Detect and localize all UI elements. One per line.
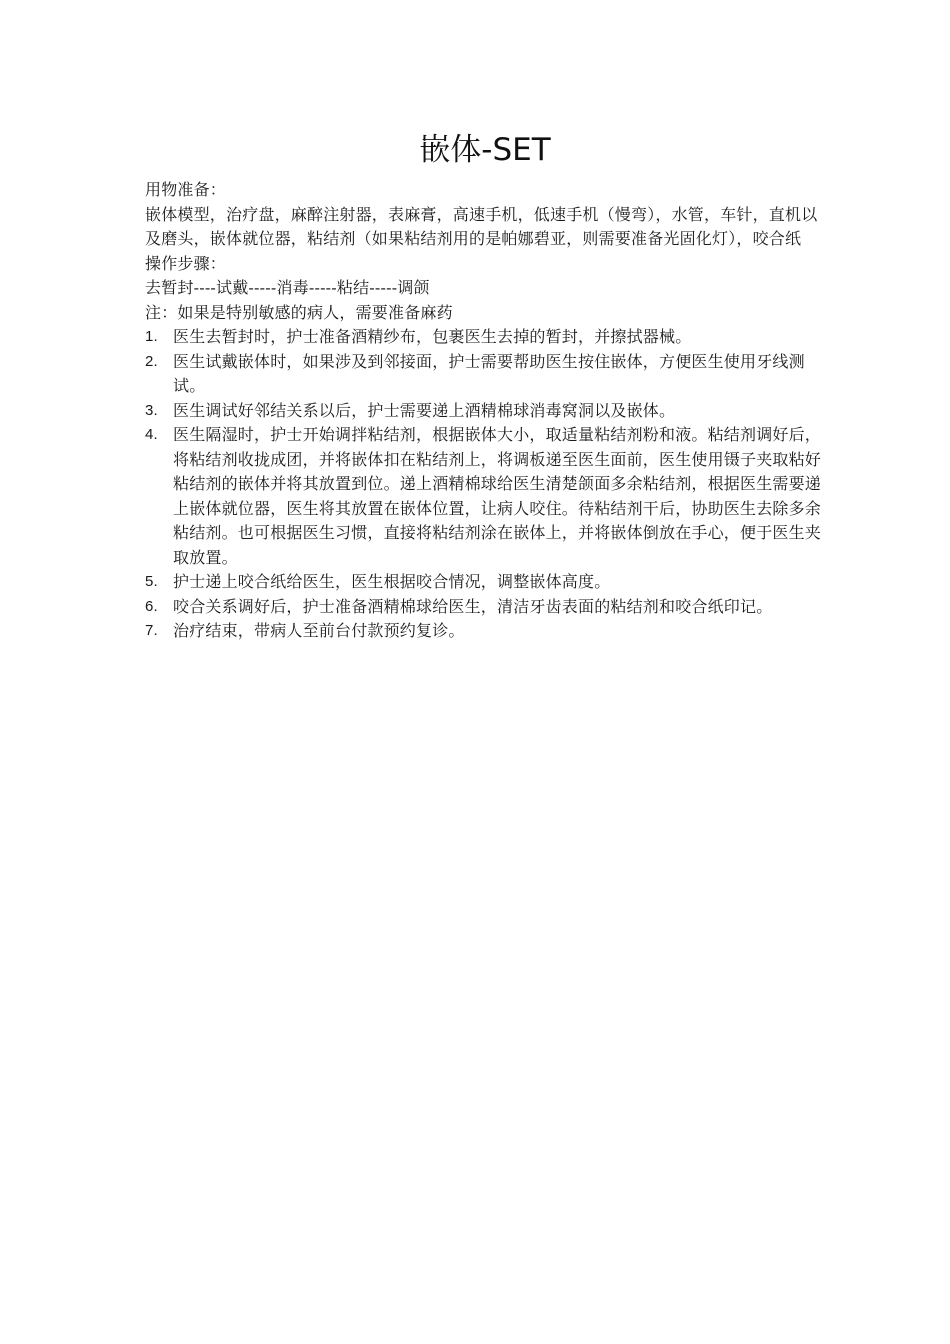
list-item	[145, 595, 825, 620]
list-item	[145, 325, 825, 350]
steps-flow: 去暂封----试戴-----消毒-----粘结-----调颌	[145, 278, 430, 297]
list-item-number: 1.	[145, 328, 158, 345]
list-item-number: 4.	[145, 426, 158, 443]
list-item-number: 3.	[145, 401, 158, 419]
list-item	[145, 350, 825, 399]
list-item-text: 医生调试好邻结关系以后，护士需要递上酒精棉球消毒窝洞以及嵌体。	[173, 400, 676, 420]
document-title: 嵌体-SET	[419, 132, 551, 168]
materials-text: 嵌体模型，治疗盘，麻醉注射器，表麻膏，高速手机，低速手机（慢弯），水管，车针，直机以及磨头，嵌体就位器，粘结剂（如果粘结剂用的是帕娜碧亚，则需要准备光固化灯），咬合纸	[145, 204, 818, 248]
list-item-number: 5.	[145, 573, 158, 590]
list-item-number: 2.	[145, 352, 158, 370]
list-item	[145, 570, 825, 595]
steps-list	[145, 325, 825, 644]
list-item	[145, 619, 825, 644]
steps-heading: 操作步骤：	[145, 253, 227, 273]
document-page	[145, 128, 825, 644]
list-item-text: 治疗结束，带病人至前台付款预约复诊。	[173, 621, 465, 640]
note-text: 注：如果是特别敏感的病人，需要准备麻药	[145, 302, 453, 322]
list-item-text: 咬合关系调好后，护士准备酒精棉球给医生，清洁牙齿表面的粘结剂和咬合纸印记。	[173, 596, 773, 616]
list-item-text: 护士递上咬合纸给医生，医生根据咬合情况，调整嵌体高度。	[173, 572, 611, 591]
materials-heading: 用物准备：	[145, 180, 227, 199]
list-item-text: 医生隔湿时，护士开始调拌粘结剂，根据嵌体大小，取适量粘结剂粉和液。粘结剂调好后，将粘结剂收拢成团，并将嵌体扣在粘结剂上，将调板递至医生面前，医生使用镊子夹取粘好粘结剂的嵌体并将其放置到位。递上酒精棉球给医生清楚颌面多余粘结剂，根据医生需要递上嵌体就位器，医生将其放置在嵌体位置，让病人咬住。待粘结剂干后，协助医生去除多余粘结剂。也可根据医生习惯，直接将粘结剂涂在嵌体上，并将嵌体倒放在手心，便于医生夹取放置。	[173, 425, 822, 567]
list-item-number: 6.	[145, 597, 158, 615]
list-item-number: 7.	[145, 622, 158, 639]
list-item-text: 医生去暂封时，护士准备酒精纱布，包裹医生去掉的暂封，并擦拭器械。	[173, 327, 692, 346]
list-item-text: 医生试戴嵌体时，如果涉及到邻接面，护士需要帮助医生按住嵌体，方便医生使用牙线测试。	[173, 351, 805, 395]
list-item	[145, 423, 825, 570]
list-item	[145, 399, 825, 424]
